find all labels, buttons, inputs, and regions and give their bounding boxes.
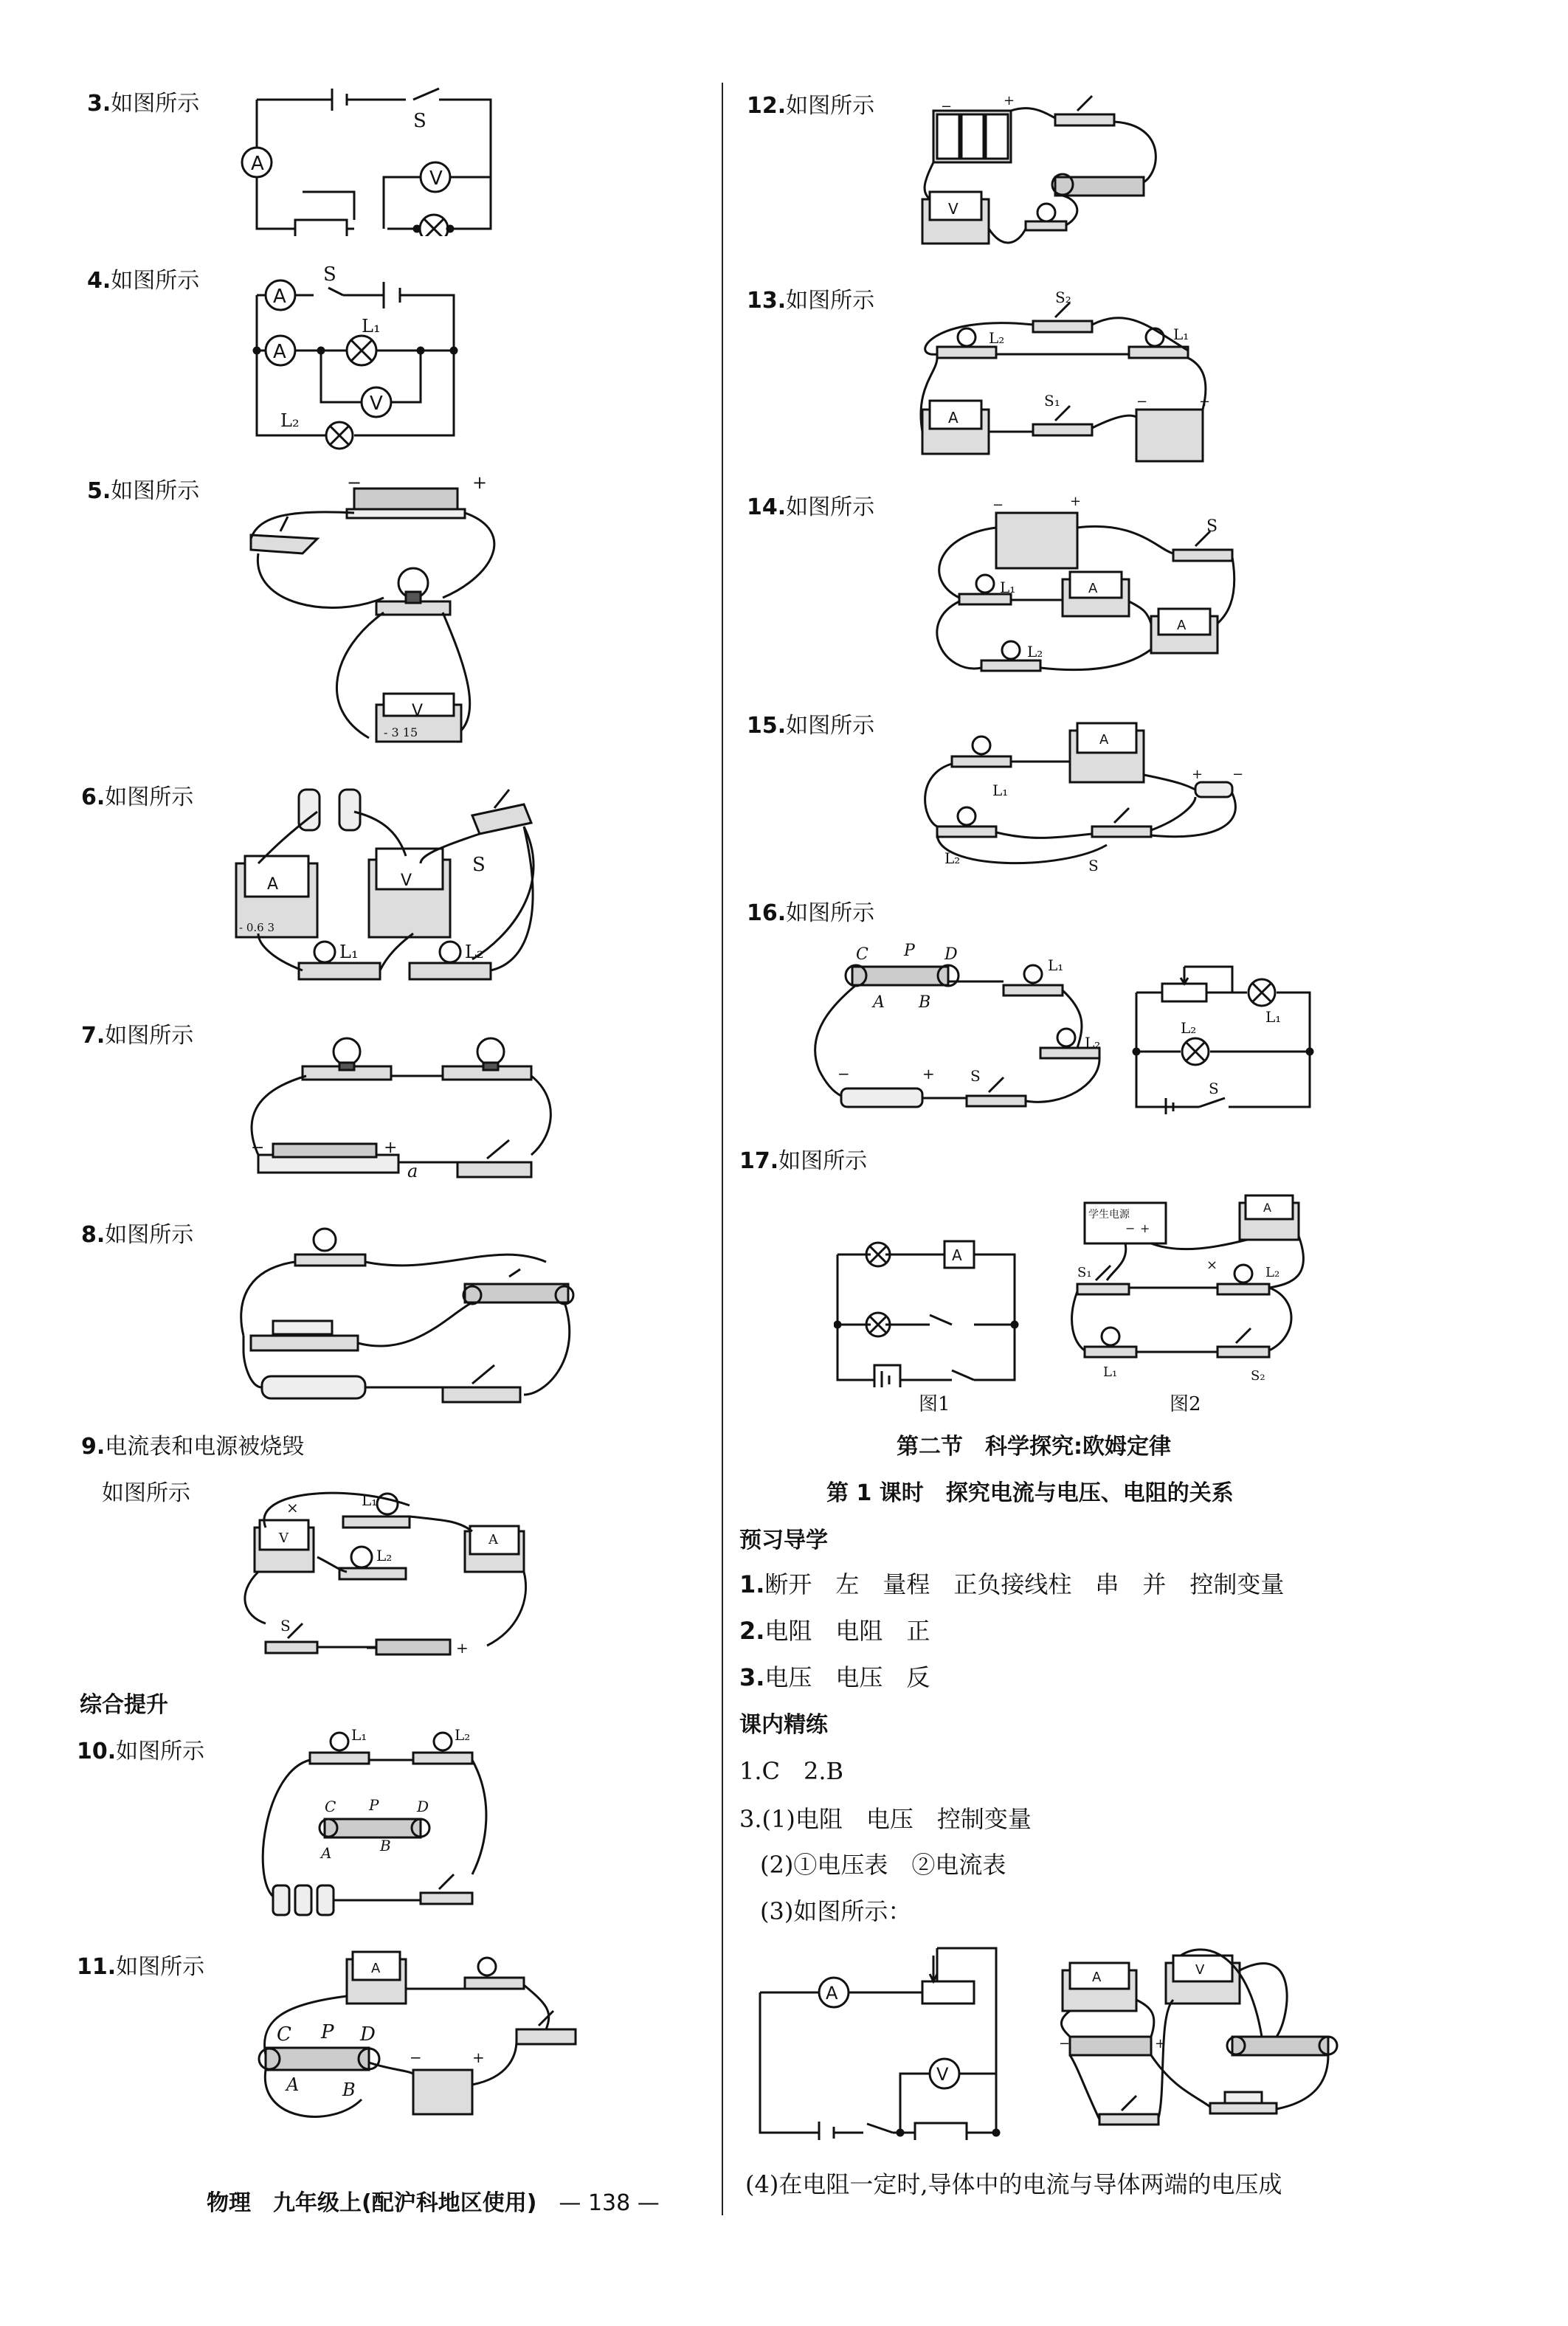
svg-text:A: A (826, 1983, 838, 2004)
voltmeter-label: V (429, 168, 443, 190)
circuit-diagram-18b (1055, 1941, 1343, 2155)
svg-text:×: × (286, 1499, 299, 1516)
svg-text:L₂: L₂ (280, 410, 300, 431)
svg-text:A: A (1263, 1201, 1271, 1215)
item-8-label: 8.如图所示 (81, 1222, 194, 1248)
item-11-label: 11.如图所示 (77, 1954, 205, 1980)
item-7-label: 7.如图所示 (81, 1023, 194, 1049)
svg-text:D: D (944, 945, 958, 964)
svg-text:A: A (488, 1532, 498, 1547)
svg-text:V: V (370, 393, 383, 415)
svg-text:S: S (1088, 857, 1099, 874)
svg-text:学生电源: 学生电源 (1088, 1209, 1130, 1221)
svg-text:A: A (1099, 732, 1109, 748)
svg-text:+: + (1155, 2036, 1167, 2051)
circuit-diagram-16a (804, 937, 1122, 1122)
circuit-diagram-5 (244, 472, 517, 760)
svg-text:A: A (286, 2074, 300, 2095)
svg-text:C: C (277, 2023, 291, 2046)
svg-text:+: + (1140, 1221, 1150, 1235)
svg-text:A: A (1092, 1970, 1102, 1985)
item-10-label: 10.如图所示 (77, 1739, 205, 1764)
svg-text:P: P (321, 2021, 334, 2043)
item-9-sub: 如图所示 (102, 1480, 190, 1506)
circuit-diagram-4 (236, 266, 472, 450)
svg-text:+: + (1004, 93, 1015, 108)
svg-text:S: S (280, 1617, 291, 1635)
svg-text:C: C (856, 945, 868, 964)
svg-text:+: + (384, 1139, 398, 1157)
svg-text:−: − (941, 99, 953, 114)
fig1-caption: 图1 (919, 1393, 950, 1415)
section-title: 第二节 科学探究:欧姆定律 (897, 1434, 1171, 1460)
svg-text:a: a (407, 1161, 418, 1181)
svg-text:L₁: L₁ (1048, 956, 1064, 974)
svg-text:+: + (456, 1639, 469, 1657)
svg-text:S: S (1206, 517, 1218, 536)
switch-label: S (413, 110, 426, 132)
ammeter-label: A (251, 153, 264, 175)
svg-text:V: V (936, 2064, 949, 2085)
svg-text:+: + (472, 2049, 485, 2066)
svg-text:S₁: S₁ (1044, 392, 1060, 410)
circuit-diagram-17b (1070, 1188, 1313, 1387)
svg-text:L₁: L₁ (362, 316, 381, 337)
preview-answer-2: 2.电阻 电阻 正 (739, 1617, 930, 1645)
svg-text:- 3 15: - 3 15 (384, 725, 418, 739)
preview-heading: 预习导学 (739, 1528, 828, 1553)
svg-text:+: + (1199, 394, 1211, 410)
section-comprehensive: 综合提升 (80, 1692, 168, 1718)
svg-text:A: A (952, 1246, 962, 1264)
svg-text:L₂: L₂ (376, 1547, 393, 1564)
practice-heading: 课内精练 (739, 1712, 828, 1738)
circuit-diagram-9 (221, 1476, 531, 1675)
circuit-diagram-7 (236, 1011, 553, 1195)
svg-text:A: A (1177, 618, 1187, 633)
circuit-diagram-14 (915, 491, 1240, 697)
svg-text:+: + (1070, 494, 1082, 509)
svg-text:L₁: L₁ (351, 1727, 367, 1744)
svg-text:L₁: L₁ (992, 781, 1009, 799)
svg-text:−: − (837, 1065, 850, 1083)
svg-text:L₁: L₁ (1265, 1008, 1282, 1026)
svg-text:L₂: L₂ (455, 1727, 471, 1744)
circuit-diagram-18a (753, 1941, 1004, 2140)
svg-text:L₂: L₂ (1027, 643, 1043, 660)
fig2-caption: 图2 (1170, 1393, 1201, 1415)
item-4-label: 4.如图所示 (87, 268, 200, 294)
column-divider (722, 83, 723, 2215)
circuit-diagram-3 (236, 81, 502, 236)
circuit-diagram-8 (229, 1210, 590, 1424)
svg-text:+: + (922, 1065, 935, 1083)
circuit-diagram-12 (915, 81, 1195, 266)
svg-text:- 0.6 3: - 0.6 3 (239, 921, 275, 934)
svg-text:L₁: L₁ (362, 1491, 378, 1509)
svg-text:L₂: L₂ (1085, 1034, 1101, 1052)
practice-answer-3: (2)①电压表 ②电流表 (760, 1851, 1006, 1879)
svg-text:B: B (919, 993, 931, 1012)
svg-text:−: − (1136, 394, 1148, 410)
circuit-diagram-10 (251, 1727, 494, 1926)
svg-text:V: V (948, 200, 959, 218)
svg-text:D: D (417, 1798, 429, 1815)
preview-answer-3: 3.电压 电压 反 (739, 1663, 930, 1691)
item-15-label: 15.如图所示 (747, 713, 875, 739)
circuit-diagram-15 (915, 708, 1247, 886)
svg-text:B: B (380, 1837, 391, 1854)
svg-text:S₂: S₂ (1055, 289, 1071, 306)
item-17-label: 17.如图所示 (739, 1148, 868, 1174)
svg-text:L₂: L₂ (1265, 1265, 1280, 1280)
svg-text:×: × (1206, 1257, 1218, 1273)
circuit-diagram-17a (834, 1195, 1026, 1387)
svg-text:S₂: S₂ (1251, 1368, 1265, 1384)
preview-answer-1: 1.断开 左 量程 正负接线柱 串 并 控制变量 (739, 1570, 1285, 1598)
item-5-label: 5.如图所示 (87, 478, 200, 504)
svg-text:−: − (410, 2049, 422, 2066)
svg-text:L₂: L₂ (944, 849, 961, 867)
practice-answer-4: (3)如图所示： (760, 1897, 912, 1925)
svg-text:L₁: L₁ (1173, 325, 1189, 343)
circuit-diagram-13 (908, 284, 1218, 476)
svg-text:V: V (279, 1530, 289, 1546)
svg-text:A: A (267, 875, 279, 894)
item-3-label: 3.如图所示 (87, 91, 200, 117)
svg-text:C: C (325, 1798, 336, 1815)
svg-text:A: A (948, 409, 959, 427)
svg-text:V: V (1195, 1962, 1205, 1978)
practice-answer-2: 3.(1)电阻 电压 控制变量 (739, 1805, 1032, 1833)
svg-text:B: B (342, 2080, 356, 2100)
circuit-diagram-11 (244, 1944, 583, 2151)
svg-text:P: P (369, 1796, 379, 1814)
svg-text:V: V (401, 872, 412, 890)
svg-text:L₂: L₂ (1181, 1019, 1197, 1037)
svg-text:V: V (412, 702, 424, 720)
lesson-title: 第 1 课时 探究电流与电压、电阻的关系 (826, 1480, 1234, 1506)
svg-text:+: + (472, 472, 488, 493)
item-9-label: 9.电流表和电源被烧毁 (81, 1434, 305, 1460)
svg-text:+: + (1192, 767, 1203, 782)
svg-text:S: S (1209, 1080, 1219, 1097)
svg-text:P: P (904, 942, 915, 960)
practice-answer-1: 1.C 2.B (739, 1757, 844, 1785)
svg-text:−: − (1232, 767, 1244, 782)
svg-text:−: − (1125, 1221, 1136, 1235)
svg-text:S: S (472, 854, 486, 876)
svg-text:L₁: L₁ (1103, 1364, 1118, 1380)
circuit-diagram-16b (1129, 959, 1321, 1114)
svg-text:L₂: L₂ (465, 942, 484, 962)
svg-text:−: − (992, 497, 1004, 513)
svg-text:A: A (273, 341, 286, 363)
svg-text:S: S (970, 1067, 981, 1085)
svg-text:A: A (1088, 581, 1098, 596)
svg-text:A: A (321, 1844, 332, 1862)
footer-text: 物理 九年级上(配沪科地区使用) (207, 2190, 537, 2216)
page-footer (207, 2184, 660, 2217)
svg-text:S: S (323, 266, 336, 286)
item-16-label: 16.如图所示 (747, 900, 875, 926)
svg-text:D: D (360, 2023, 376, 2046)
svg-text:A: A (273, 286, 286, 308)
practice-answer-5: (4)在电阻一定时,导体中的电流与导体两端的电压成 (745, 2170, 1282, 2198)
svg-text:L₂: L₂ (989, 329, 1005, 347)
svg-text:L₁: L₁ (339, 942, 359, 962)
svg-text:L₁: L₁ (1000, 579, 1016, 596)
svg-text:−: − (365, 1639, 378, 1657)
page-number: — 138 — (559, 2190, 660, 2216)
svg-text:−: − (347, 472, 362, 493)
svg-text:−: − (251, 1139, 265, 1157)
item-13-label: 13.如图所示 (747, 288, 875, 314)
circuit-diagram-6 (229, 775, 568, 996)
item-12-label: 12.如图所示 (747, 93, 875, 119)
svg-text:S₁: S₁ (1077, 1265, 1092, 1280)
svg-text:−: − (1059, 2036, 1071, 2051)
item-14-label: 14.如图所示 (747, 494, 875, 520)
svg-text:A: A (873, 993, 885, 1012)
svg-text:A: A (371, 1961, 381, 1976)
item-6-label: 6.如图所示 (81, 784, 194, 810)
